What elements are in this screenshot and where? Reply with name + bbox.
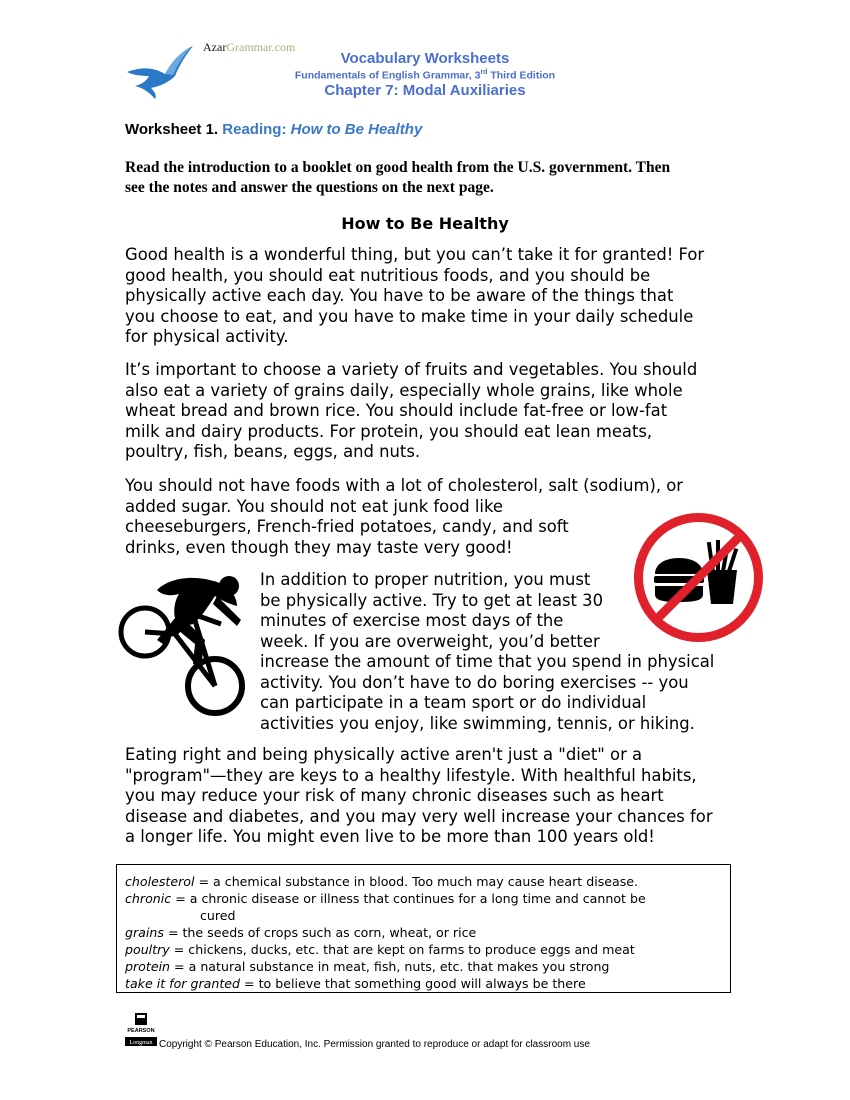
svg-text:Longman: Longman bbox=[129, 1040, 153, 1046]
glossary-item: take it for granted = to believe that something good will always be there bbox=[125, 976, 586, 991]
svg-text:PEARSON: PEARSON bbox=[127, 1028, 155, 1034]
cyclist-silhouette-icon bbox=[117, 570, 252, 718]
brand-name: AzarGrammar.com bbox=[203, 40, 296, 54]
pearson-logo-icon bbox=[125, 1013, 157, 1046]
paragraph-4: In addition to proper nutrition, you must be physically active. Try to get at least 30 minutes of exercise most days of the week. If you are overweight, you’d better increase the amount of time that you spend in physical activity. You don’t have to do boring exercises -- you can participate in a team sport or do individual activities you enjoy, like swimming, tennis, or hiking. bbox=[260, 570, 715, 733]
copyright-notice: Copyright © Pearson Education, Inc. Permission granted to reproduce or adapt for classroom use bbox=[159, 1039, 590, 1050]
paragraph-3: You should not have foods with a lot of cholesterol, salt (sodium), or added sugar. You should not eat junk food like cheeseburgers, French-fried potatoes, candy, and soft drinks, even though they may taste very good! bbox=[125, 476, 684, 557]
glossary-item: grains = the seeds of crops such as corn, wheat, or rice bbox=[125, 925, 477, 940]
swallow-bird-icon bbox=[125, 42, 195, 100]
paragraph-1: Good health is a wonderful thing, but you can’t take it for granted! For good health, you should eat nutritious foods, and you should be physically active each day. You have to be aware of the things that you choose to eat, and you have to make time in your daily schedule for physical activity. bbox=[125, 245, 705, 346]
glossary-item: cholesterol = a chemical substance in blood. Too much may cause heart disease. bbox=[125, 874, 639, 889]
glossary-item: protein = a natural substance in meat, fish, nuts, etc. that makes you strong bbox=[125, 959, 610, 974]
header-chapter: Chapter 7: Modal Auxiliaries bbox=[324, 82, 526, 99]
article-title: How to Be Healthy bbox=[341, 214, 509, 233]
glossary-item: poultry = chickens, ducks, etc. that are kept on farms to produce eggs and meat bbox=[125, 942, 635, 957]
instructions: Read the introduction to a booklet on good health from the U.S. government. Then see the notes and answer the questions on the next page. bbox=[125, 159, 671, 196]
glossary-item: chronic = a chronic disease or illness that continues for a long time and cannot be bbox=[125, 891, 646, 906]
header-title: Vocabulary Worksheets bbox=[340, 50, 510, 67]
header-subtitle: Fundamentals of English Grammar, 3rd Third Edition bbox=[294, 69, 556, 82]
paragraph-5: Eating right and being physically active aren't just a "diet" or a "program"—they are keys to a healthy lifestyle. With healthful habits, you may reduce your risk of many chronic diseases such as heart disease and diabetes, and you may very well increase your chances for a longer life. You might even live to be more than 100 years old! bbox=[125, 745, 713, 846]
glossary-box bbox=[116, 864, 731, 993]
worksheet-title: Worksheet 1. Reading: How to Be Healthy bbox=[125, 121, 423, 138]
paragraph-2: It’s important to choose a variety of fruits and vegetables. You should also eat a variety of grains daily, especially whole grains, like whole wheat bread and brown rice. You should include fat-free or low-fat milk and dairy products. For protein, you should eat lean meats, poultry, fish, beans, eggs, and nuts. bbox=[125, 360, 698, 461]
glossary-item: cured bbox=[200, 908, 236, 923]
